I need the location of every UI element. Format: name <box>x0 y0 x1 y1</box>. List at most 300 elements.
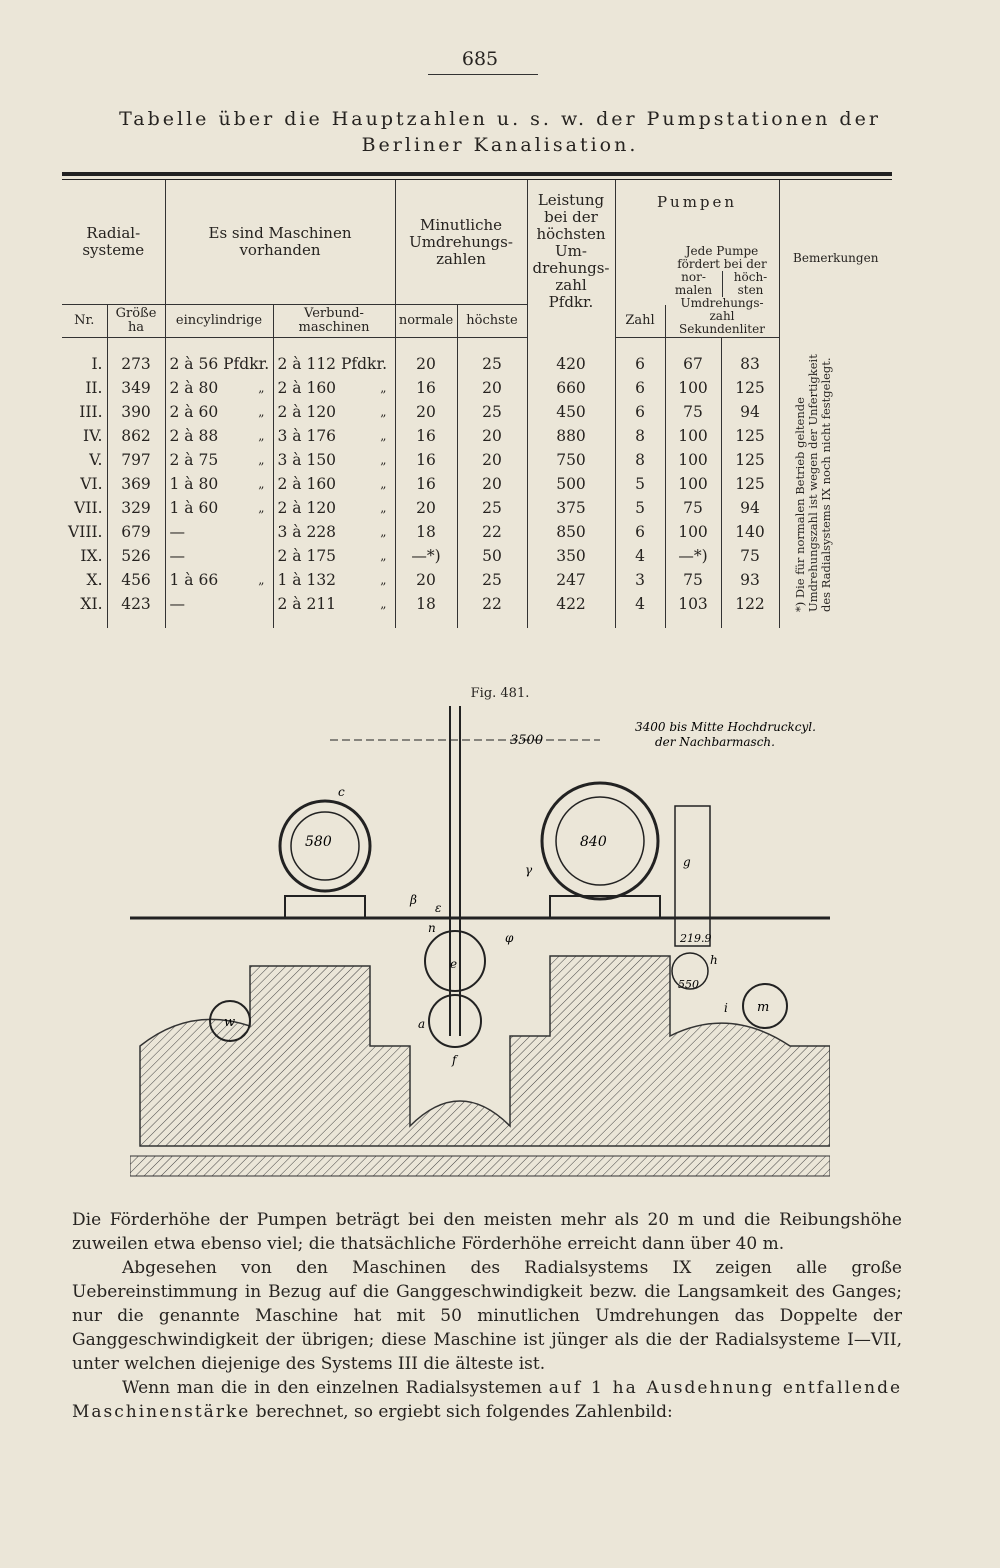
cell-hoechste <box>457 496 527 520</box>
label-g: g <box>683 855 691 869</box>
header-zahl: Zahl <box>615 305 665 338</box>
cell-normale-text: 16 <box>416 475 436 493</box>
cell-verbund-text: 3 à 228 <box>277 523 337 541</box>
cell-zahl-text: 4 <box>635 547 645 565</box>
cell-nr-text: VI. <box>80 475 103 493</box>
cell-zahl-text: 4 <box>635 595 645 613</box>
label-a: a <box>418 1017 426 1031</box>
cell-zahl-text: 5 <box>635 475 645 493</box>
cell-hoechste <box>457 472 527 496</box>
cell-verbund-text: 1 à 132 <box>277 571 337 589</box>
cell-eincylindrige-text: — <box>169 523 185 541</box>
cell-zahl <box>615 544 665 568</box>
cell-leistung-text: 750 <box>556 451 586 469</box>
table-row <box>62 376 892 400</box>
cell-verbund-text: 3 à 150 <box>277 451 337 469</box>
cell-nr <box>62 544 107 568</box>
cell-eincylindrige <box>165 568 273 592</box>
cell-verbund-text: 2 à 211 <box>277 595 337 613</box>
cell-groesse <box>107 544 165 568</box>
cell-leistung <box>527 338 615 377</box>
cell-zahl <box>615 592 665 628</box>
cell-eincylindrige <box>165 424 273 448</box>
cell-pumpe-normal-text: 67 <box>683 355 703 373</box>
cell-zahl <box>615 472 665 496</box>
cell-zahl <box>615 568 665 592</box>
paragraph-2: Abgesehen von den Maschinen des Radialsystems IX zeigen alle große Uebereinstimmung in Bezug auf die Ganggeschwindigkeit bezw. die Langsamkeit des Ganges; nur die genannte Maschine hat mit 50 minutlichen Umdrehungen das Doppelte der Ganggeschwindigkeit der übrigen; diese Maschine ist jünger als die der Radialsysteme I—VII, unter welchen diejenige des Systems III die älteste ist. <box>72 1258 902 1374</box>
cell-pumpe-normal <box>665 448 721 472</box>
label-beta: β <box>410 893 417 907</box>
table-row <box>62 400 892 424</box>
cell-hoechste-text: 20 <box>482 451 502 469</box>
cell-groesse-text: 797 <box>121 451 151 469</box>
cell-pumpe-normal-text: 75 <box>683 499 703 517</box>
cell-pumpe-normal-text: 100 <box>678 475 708 493</box>
cell-pumpe-normal <box>665 520 721 544</box>
cell-pumpe-hoechst <box>721 448 779 472</box>
cell-hoechste-text: 50 <box>482 547 502 565</box>
label-i: i <box>724 1001 728 1015</box>
paragraph-3-emphasis: auf 1 ha Ausdehnung entfallende Maschinenstärke <box>72 1378 903 1422</box>
cell-normale <box>395 568 457 592</box>
cell-groesse-text: 369 <box>121 475 151 493</box>
cell-pumpe-normal <box>665 568 721 592</box>
cell-pumpe-hoechst-text: 125 <box>735 379 765 397</box>
cell-eincylindrige <box>165 400 273 424</box>
ditto-mark: „ <box>258 405 265 419</box>
cell-eincylindrige <box>165 472 273 496</box>
label-e: e <box>450 957 458 971</box>
cell-pumpe-hoechst <box>721 376 779 400</box>
cell-groesse <box>107 592 165 628</box>
cell-leistung <box>527 568 615 592</box>
cell-eincylindrige-text: 1 à 66 <box>169 571 219 589</box>
cell-pumpe-normal <box>665 424 721 448</box>
table-row <box>62 592 892 628</box>
ditto-mark: „ <box>380 477 387 491</box>
figure-note-line-1: 3400 bis Mitte Hochdruckcyl. <box>635 720 816 734</box>
ditto-mark: „ <box>380 405 387 419</box>
cell-pumpe-hoechst <box>721 496 779 520</box>
table-row <box>62 448 892 472</box>
ditto-mark: „ <box>380 453 387 467</box>
table-row <box>62 520 892 544</box>
cell-leistung <box>527 520 615 544</box>
header-nr: Nr. <box>62 305 107 338</box>
table-row <box>62 568 892 592</box>
cell-pumpe-hoechst <box>721 520 779 544</box>
cell-normale-text: 20 <box>416 355 436 373</box>
cell-verbund <box>273 448 395 472</box>
figure-note-line-2: der Nachbarmasch. <box>655 735 775 749</box>
cell-groesse-text: 329 <box>121 499 151 517</box>
paragraph-1: Die Förderhöhe der Pumpen beträgt bei den meisten mehr als 20 m und die Reibungshöhe zuweilen etwa ebenso viel; die thatsächliche Förderhöhe erreicht dann über 40 m. <box>72 1210 902 1254</box>
cell-verbund <box>273 376 395 400</box>
header-eincylindrige: eincylindrige <box>165 305 273 338</box>
cell-zahl <box>615 448 665 472</box>
label-m: m <box>757 1000 770 1015</box>
cell-nr <box>62 472 107 496</box>
cell-hoechste <box>457 568 527 592</box>
page-number: 685 <box>461 48 499 70</box>
footnote-remark: *) Die für normalen Betrieb geltende Umdrehungszahl ist wegen der Unfertigkeit des Radialsystems IX noch nicht festgelegt. <box>792 353 833 612</box>
cell-nr-text: IV. <box>82 427 103 445</box>
cell-verbund-text: 2 à 175 <box>277 547 337 565</box>
table-row <box>62 424 892 448</box>
cell-verbund <box>273 338 395 377</box>
cell-normale-text: —*) <box>411 547 441 565</box>
cell-groesse-text: 456 <box>121 571 151 589</box>
header-pumpe-normal: nor- malen <box>666 271 723 297</box>
cell-leistung <box>527 496 615 520</box>
cell-groesse-text: 679 <box>121 523 151 541</box>
cell-bemerkungen <box>779 338 892 629</box>
cell-pumpe-normal-text: 75 <box>683 571 703 589</box>
label-w: w <box>224 1015 236 1030</box>
cell-nr-text: II. <box>85 379 103 397</box>
cell-pumpe-hoechst <box>721 338 779 377</box>
cell-zahl-text: 8 <box>635 451 645 469</box>
cell-hoechste-text: 25 <box>482 355 502 373</box>
cell-pumpe-hoechst-text: 140 <box>735 523 765 541</box>
cell-eincylindrige-text: 2 à 75 <box>169 451 219 469</box>
cell-normale <box>395 472 457 496</box>
header-leistung: Leistung bei der höchsten Um- drehungs- zahl Pfdkr. <box>527 180 615 338</box>
cell-verbund-text: 2 à 120 <box>277 403 337 421</box>
ditto-mark: „ <box>258 453 265 467</box>
cell-pumpe-normal-text: 100 <box>678 427 708 445</box>
table-row <box>62 338 892 377</box>
cell-groesse <box>107 472 165 496</box>
cell-leistung-text: 350 <box>556 547 586 565</box>
cell-hoechste <box>457 338 527 377</box>
cell-groesse-text: 273 <box>121 355 151 373</box>
cell-pumpe-normal <box>665 376 721 400</box>
label-f: f <box>452 1053 457 1067</box>
cell-groesse <box>107 520 165 544</box>
table-title-line-2: Berliner Kanalisation. <box>361 134 639 156</box>
cell-hoechste-text: 20 <box>482 427 502 445</box>
header-bemerkungen: Bemerkungen <box>779 180 892 338</box>
cell-hoechste-text: 22 <box>482 595 502 613</box>
cell-eincylindrige-text: 2 à 88 <box>169 427 219 445</box>
cell-zahl-text: 6 <box>635 403 645 421</box>
cell-verbund <box>273 592 395 628</box>
cell-normale-text: 20 <box>416 499 436 517</box>
header-pumpe-hoechst: höch- sten <box>733 270 768 298</box>
cell-leistung <box>527 424 615 448</box>
cell-eincylindrige <box>165 544 273 568</box>
cell-pumpe-normal-text: 100 <box>678 379 708 397</box>
cell-nr <box>62 424 107 448</box>
cell-hoechste <box>457 376 527 400</box>
cell-normale-text: 18 <box>416 523 436 541</box>
cell-pumpe-hoechst <box>721 592 779 628</box>
cell-leistung <box>527 544 615 568</box>
label-h: h <box>710 953 718 967</box>
cell-verbund-text: 2 à 120 <box>277 499 337 517</box>
cell-zahl-text: 6 <box>635 523 645 541</box>
cell-normale-text: 20 <box>416 403 436 421</box>
header-maschinen: Es sind Maschinen vorhanden <box>165 180 395 305</box>
cell-zahl <box>615 496 665 520</box>
table-title-line-1: Tabelle über die Hauptzahlen u. s. w. der Pumpstationen der <box>119 108 881 130</box>
cell-groesse <box>107 400 165 424</box>
cell-nr <box>62 520 107 544</box>
label-phi: φ <box>505 931 514 945</box>
cell-verbund <box>273 544 395 568</box>
gear-lower <box>429 995 481 1047</box>
cell-pumpe-normal <box>665 400 721 424</box>
label-580: 580 <box>305 834 332 850</box>
cell-verbund-text: 2 à 160 <box>277 475 337 493</box>
paragraph-3-end: berechnet, so ergiebt sich folgendes Zahlenbild: <box>255 1402 673 1422</box>
cell-verbund-text: 3 à 176 <box>277 427 337 445</box>
pump-engine-drawing <box>130 706 830 1196</box>
label-840: 840 <box>580 834 607 850</box>
cell-hoechste-text: 22 <box>482 523 502 541</box>
ditto-mark: „ <box>380 525 387 539</box>
cell-groesse-text: 349 <box>121 379 151 397</box>
cell-groesse <box>107 448 165 472</box>
cell-nr <box>62 338 107 377</box>
cell-pumpe-hoechst-text: 125 <box>735 451 765 469</box>
header-sekundenliter: Umdrehungs- zahl Sekundenliter <box>679 296 765 337</box>
cell-normale <box>395 424 457 448</box>
cell-leistung-text: 500 <box>556 475 586 493</box>
header-normale: normale <box>395 305 457 338</box>
cell-nr <box>62 592 107 628</box>
figure-caption: Fig. 481. <box>470 686 530 701</box>
cell-leistung-text: 660 <box>556 379 586 397</box>
cell-eincylindrige <box>165 338 273 377</box>
label-gamma: γ <box>525 863 533 877</box>
ditto-mark: „ <box>380 597 387 611</box>
cell-leistung-text: 850 <box>556 523 586 541</box>
table-row <box>62 544 892 568</box>
table-row <box>62 496 892 520</box>
cell-eincylindrige <box>165 448 273 472</box>
cell-normale <box>395 400 457 424</box>
paragraph-3 <box>72 1376 902 1424</box>
cell-hoechste-text: 20 <box>482 379 502 397</box>
label-epsilon: ε <box>435 901 442 915</box>
label-n: n <box>428 921 436 935</box>
ditto-mark: „ <box>258 429 265 443</box>
cell-eincylindrige <box>165 496 273 520</box>
cell-pumpe-hoechst-text: 94 <box>740 499 760 517</box>
cell-verbund <box>273 400 395 424</box>
cell-hoechste-text: 25 <box>482 499 502 517</box>
cell-eincylindrige <box>165 592 273 628</box>
cell-pumpe-hoechst-text: 93 <box>740 571 760 589</box>
header-hoechste: höchste <box>457 305 527 338</box>
cell-groesse <box>107 568 165 592</box>
cell-pumpe-normal <box>665 544 721 568</box>
cell-hoechste <box>457 544 527 568</box>
cell-eincylindrige-text: — <box>169 595 185 613</box>
header-radialsysteme: Radial- systeme <box>82 224 145 259</box>
cell-nr-text: I. <box>91 355 103 373</box>
cell-groesse <box>107 338 165 377</box>
page-number-rule <box>428 74 538 75</box>
cell-normale-text: 16 <box>416 427 436 445</box>
header-verbundmaschinen: Verbund- maschinen <box>273 305 395 338</box>
cell-pumpe-normal-text: 75 <box>683 403 703 421</box>
cell-nr <box>62 496 107 520</box>
ground-base <box>130 1156 830 1176</box>
cell-groesse-text: 862 <box>121 427 151 445</box>
cell-zahl-text: 8 <box>635 427 645 445</box>
cell-pumpe-hoechst-text: 122 <box>735 595 765 613</box>
cylinder-left-base <box>285 896 365 918</box>
cell-groesse <box>107 424 165 448</box>
dimension-label: 3500 <box>510 733 544 748</box>
cell-eincylindrige-text: 2 à 56 Pfdkr. <box>169 355 270 373</box>
cell-zahl <box>615 376 665 400</box>
cell-eincylindrige-text: 1 à 80 <box>169 475 219 493</box>
cell-leistung-text: 375 <box>556 499 586 517</box>
ditto-mark: „ <box>258 381 265 395</box>
cell-nr <box>62 376 107 400</box>
cell-leistung-text: 450 <box>556 403 586 421</box>
cell-leistung-text: 247 <box>556 571 586 589</box>
cell-groesse-text: 423 <box>121 595 151 613</box>
cell-zahl-text: 5 <box>635 499 645 517</box>
cell-normale <box>395 520 457 544</box>
cell-hoechste-text: 25 <box>482 571 502 589</box>
cell-verbund <box>273 568 395 592</box>
ditto-mark: „ <box>380 429 387 443</box>
cell-zahl-text: 6 <box>635 379 645 397</box>
cell-normale-text: 16 <box>416 379 436 397</box>
cell-pumpe-hoechst <box>721 424 779 448</box>
cell-normale <box>395 376 457 400</box>
cell-groesse <box>107 376 165 400</box>
label-550: 550 <box>678 978 699 991</box>
cell-normale-text: 20 <box>416 571 436 589</box>
paragraph-3-start: Wenn man die in den einzelnen Radialsystemen <box>122 1378 542 1398</box>
cell-eincylindrige <box>165 520 273 544</box>
cell-eincylindrige-text: 1 à 60 <box>169 499 219 517</box>
cell-pumpe-normal-text: 100 <box>678 451 708 469</box>
cell-leistung <box>527 592 615 628</box>
cell-hoechste <box>457 448 527 472</box>
cell-pumpe-hoechst <box>721 472 779 496</box>
cell-normale-text: 18 <box>416 595 436 613</box>
cell-hoechste-text: 25 <box>482 403 502 421</box>
cell-normale <box>395 448 457 472</box>
foundation-masonry <box>140 956 830 1146</box>
cell-normale-text: 16 <box>416 451 436 469</box>
cell-eincylindrige-text: — <box>169 547 185 565</box>
cell-pumpe-hoechst-text: 83 <box>740 355 760 373</box>
cell-hoechste <box>457 592 527 628</box>
cell-leistung <box>527 376 615 400</box>
cell-verbund <box>273 520 395 544</box>
cell-groesse <box>107 496 165 520</box>
cell-pumpe-normal <box>665 592 721 628</box>
header-jede-pumpe: Jede Pumpe fördert bei der <box>677 244 767 272</box>
cell-verbund-text: 2 à 112 Pfdkr. <box>277 355 388 373</box>
cell-verbund <box>273 472 395 496</box>
ditto-mark: „ <box>380 381 387 395</box>
ditto-mark: „ <box>258 501 265 515</box>
pump-station-table <box>62 172 892 628</box>
table-top-rule <box>62 172 892 176</box>
cell-nr-text: VII. <box>74 499 103 517</box>
cell-verbund <box>273 496 395 520</box>
cell-pumpe-hoechst <box>721 544 779 568</box>
cell-pumpe-hoechst <box>721 568 779 592</box>
cell-pumpe-normal-text: 100 <box>678 523 708 541</box>
header-pumpen: Pumpen <box>615 180 779 305</box>
air-vessel <box>675 806 710 946</box>
table-row <box>62 472 892 496</box>
cell-eincylindrige <box>165 376 273 400</box>
cell-pumpe-hoechst <box>721 400 779 424</box>
cell-leistung <box>527 400 615 424</box>
cell-pumpe-normal <box>665 472 721 496</box>
cell-leistung <box>527 472 615 496</box>
cell-pumpe-hoechst-text: 94 <box>740 403 760 421</box>
cell-zahl <box>615 520 665 544</box>
cell-pumpe-hoechst-text: 75 <box>740 547 760 565</box>
cell-eincylindrige-text: 2 à 60 <box>169 403 219 421</box>
cell-hoechste <box>457 400 527 424</box>
cell-nr-text: V. <box>89 451 103 469</box>
cell-nr <box>62 448 107 472</box>
cell-normale <box>395 338 457 377</box>
cell-leistung-text: 420 <box>556 354 586 373</box>
cell-nr-text: IX. <box>80 547 103 565</box>
cell-pumpe-normal <box>665 338 721 377</box>
cell-zahl <box>615 424 665 448</box>
ditto-mark: „ <box>258 477 265 491</box>
cell-zahl <box>615 338 665 377</box>
cell-pumpe-normal-text: —*) <box>678 547 708 565</box>
cell-nr-text: III. <box>79 403 103 421</box>
cell-normale <box>395 496 457 520</box>
ditto-mark: „ <box>380 501 387 515</box>
ditto-mark: „ <box>258 573 265 587</box>
label-c: c <box>338 785 345 799</box>
cell-leistung <box>527 448 615 472</box>
cell-groesse-text: 526 <box>121 547 151 565</box>
cell-pumpe-normal-text: 103 <box>678 595 708 613</box>
header-umdrehungszahlen: Minutliche Umdrehungs- zahlen <box>395 180 527 305</box>
cell-nr-text: XI. <box>80 595 103 613</box>
cell-leistung-text: 880 <box>556 427 586 445</box>
cell-verbund <box>273 424 395 448</box>
table-title <box>40 106 960 158</box>
cell-zahl-text: 3 <box>635 571 645 589</box>
cell-pumpe-hoechst-text: 125 <box>735 427 765 445</box>
cell-groesse-text: 390 <box>121 403 151 421</box>
cell-nr <box>62 568 107 592</box>
cell-hoechste-text: 20 <box>482 475 502 493</box>
ditto-mark: „ <box>380 549 387 563</box>
cell-hoechste <box>457 520 527 544</box>
cell-normale <box>395 544 457 568</box>
cell-zahl-text: 6 <box>635 355 645 373</box>
label-219-9: 219.9 <box>680 932 712 945</box>
cell-pumpe-normal <box>665 496 721 520</box>
cell-zahl <box>615 400 665 424</box>
body-text <box>72 1208 902 1424</box>
cell-nr-text: VIII. <box>68 523 103 541</box>
cell-pumpe-hoechst-text: 125 <box>735 475 765 493</box>
